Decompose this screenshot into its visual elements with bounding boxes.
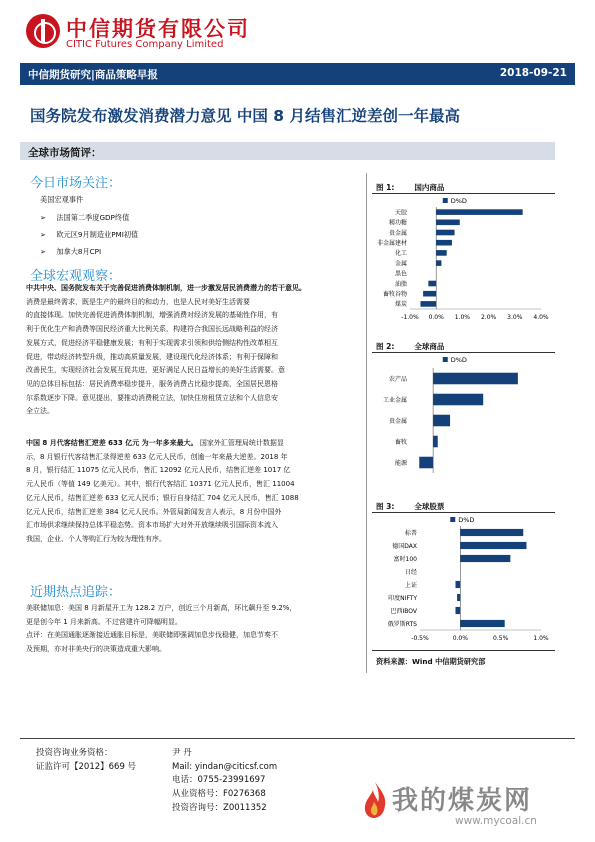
tick-label: 1.0%	[454, 314, 471, 321]
figure-1-rule	[372, 193, 555, 194]
figure-1-label: 图 1: 国内商品	[376, 183, 445, 192]
category-label: 日经	[404, 568, 417, 576]
macro-heading: 全球宏观观察：	[30, 269, 122, 284]
bar	[436, 219, 460, 225]
category-label: 精功糖	[388, 219, 407, 227]
brand-name-cn: 中信期货有限公司	[66, 17, 250, 41]
watermark-text: 我的煤炭网	[392, 786, 533, 816]
page-title: 国务院发布激发消费潜力意见 中国 8 月结售汇逆差创一年最高	[30, 107, 460, 125]
analyst-name: 尹 丹	[172, 748, 192, 758]
report-series: 中信期货研究|商品策略早报	[28, 69, 158, 81]
bar	[460, 542, 526, 549]
bar	[433, 373, 518, 385]
company-logo-icon	[26, 14, 60, 48]
category-label: 巴西IBOV	[390, 607, 417, 615]
bar	[433, 394, 483, 406]
bar	[460, 529, 523, 536]
tick-label: 3.0%	[507, 314, 523, 321]
chart-global-commodities	[372, 354, 555, 479]
tick-label: 2.0%	[480, 314, 497, 321]
column-divider	[366, 173, 367, 673]
category-label: 黑色	[394, 270, 407, 278]
macro-paragraph-1: 中共中央、国务院发布关于完善促进消费体制机制，进一步激发居民消费潜力的若干意见。 消费是最终需求，既是生产的最终目的和动力，也是人民对美好生活需要 的直接体现。加快完善促进消费体制机制，增强消费对经济发展的基础性作用，有 利于优化生产和消费等国民经济重大比例关系，构建符合我国长远战略利益的经济 发展方式，促进经济平稳健康发展；有利于实现需求引领和供给侧结构性改革相互 促进，带动经济转型升级，推动高质量发展，建设现代化经济体系；有利于保障和 改善民生，实现经济社会发展互促共进，更好满足人民日益增长的美好生活需要。意 见的总体目标包括：居民消费率稳步提升，服务消费占比稳步提高，全国居民恩格 尔系数逐步下降。意见提出，要推动消费税立法，加快住房租赁立法和个人信息安 全立法。	[26, 284, 306, 416]
legend-label: D%D	[458, 516, 475, 524]
legend-swatch	[450, 517, 455, 522]
bar	[428, 281, 436, 287]
list-item: ➢ 加拿大8月CPI	[40, 247, 102, 256]
legend-swatch	[443, 198, 448, 203]
bar	[457, 594, 460, 601]
today-focus-sub: 美国宏观事件	[40, 195, 84, 204]
chart-global-equities	[372, 514, 555, 646]
analyst-phone: 电话：0755-23991697	[172, 775, 266, 785]
bar	[436, 240, 452, 246]
bar	[433, 415, 450, 427]
category-label: 能源	[394, 459, 407, 467]
category-label: 印度NIFTY	[388, 594, 417, 602]
macro-paragraph-2: 中国 8 月代客结售汇逆差 633 亿元 为一年多来最大。 国家外汇管理局统计数据显 示，8 月银行代客结售汇录得逆差 633 亿元人民币，创逾一年来最大逆差。2018 年 8 月，银行结汇 11075 亿元人民币，售汇 12092 亿元人民币，结售汇逆差 1017 亿 元人民币（等值 149 亿美元）。其中，银行代客结汇 10371 亿元人民币，售汇 11004 亿元人民币，结售汇逆差 633 亿元人民币；银行自身结汇 704 亿元人民币，售汇 1088 亿元人民币，结售汇逆差 384 亿元人民币。外管局新闻发言人表示，8 月份中国外 汇市场供求继续保持总体平稳态势。资本市场扩大对外开放继续吸引国际资本流入 我国，企业、个人等购汇行为较为理性有序。	[26, 439, 299, 543]
bar	[433, 436, 438, 448]
bar	[423, 291, 436, 297]
list-item: ➢ 法国第二季度GDP终值	[40, 213, 130, 222]
tick-label: 0.5%	[493, 635, 509, 642]
section-header: 全球市场简评：	[20, 142, 555, 160]
analyst-email[interactable]: Mail: yindan@citicsf.com	[172, 762, 278, 772]
bar	[420, 301, 436, 307]
tick-label: -1.0%	[401, 314, 419, 321]
watermark-flame-icon	[360, 780, 390, 820]
bar	[436, 250, 446, 256]
bar	[436, 230, 454, 236]
bar	[436, 260, 441, 266]
top-bar	[20, 63, 575, 85]
hot-topics-heading: 近期热点追踪：	[30, 585, 122, 600]
category-label: 俄罗斯RTS	[387, 620, 417, 628]
watermark-url: www.mycoal.cn	[455, 815, 537, 827]
category-label: 富时100	[393, 555, 417, 563]
tick-label: -0.5%	[411, 635, 429, 642]
category-label: 油脂	[394, 280, 407, 288]
legend-label: D%D	[450, 356, 467, 364]
today-focus-heading: 今日市场关注：	[30, 176, 122, 191]
tick-label: 4.0%	[533, 314, 549, 321]
footer-rule	[20, 738, 575, 739]
category-label: 工业金属	[382, 396, 407, 404]
data-source: 资料来源：Wind 中信期货研究部	[376, 657, 486, 666]
legend-label: D%D	[450, 197, 467, 205]
tick-label: 0.0%	[428, 314, 444, 321]
source-rule	[372, 650, 555, 651]
category-label: 畜牧谷物	[382, 291, 407, 298]
figure-3-rule	[372, 512, 555, 513]
license-number: 证监许可【2012】669 号	[36, 762, 137, 772]
list-item: ➢ 欧元区9月制造业PMI初值	[40, 230, 139, 239]
category-label: 上证	[404, 581, 417, 589]
legend-swatch	[443, 357, 448, 362]
bar	[436, 209, 522, 215]
bar	[455, 581, 460, 588]
category-label: 非金属建材	[376, 240, 407, 247]
category-label: 畜牧	[394, 438, 407, 446]
category-label: 贵金属	[388, 229, 407, 237]
category-label: 金属	[394, 260, 407, 268]
category-label: 化工	[394, 250, 407, 258]
bar	[419, 457, 433, 469]
category-label: 天胶	[394, 209, 407, 217]
consult-number: 投资咨询号：Z0011352	[172, 803, 267, 813]
chart-domestic-commodities	[372, 195, 555, 325]
category-label: 标普	[404, 529, 417, 537]
practice-number: 从业资格号：F0276368	[172, 789, 266, 799]
bar	[460, 620, 504, 627]
category-label: 贵金属	[388, 417, 407, 425]
qualification-title: 投资咨询业务资格：	[36, 748, 113, 758]
figure-2-label: 图 2: 全球商品	[376, 342, 445, 351]
report-date: 2018-09-21	[499, 67, 567, 79]
category-label: 农产品	[388, 375, 407, 383]
tick-label: 1.0%	[533, 635, 549, 642]
bar	[460, 555, 510, 562]
hot-topics-text: 美联储加息：美国 8 月新屋开工为 128.2 万户，创近三个月新高，环比飙升至 9.2%， 更是创今年 1 月来新高。不过营建许可降幅明显。 点评：在美国通胀逐渐接近通胀目标是，美联储即强调加息步伐稳健，加息节奏不 及预期，亦对非美央行的决策造成重大影响。	[26, 604, 297, 654]
category-label: 煤炭	[394, 301, 407, 309]
bar	[455, 607, 460, 614]
tick-label: 0.0%	[452, 635, 468, 642]
figure-3-label: 图 3: 全球股票	[376, 502, 445, 511]
brand-name-en: CITIC Futures Company Limited	[66, 39, 224, 50]
figure-2-rule	[372, 352, 555, 353]
category-label: 德国DAX	[392, 542, 417, 550]
